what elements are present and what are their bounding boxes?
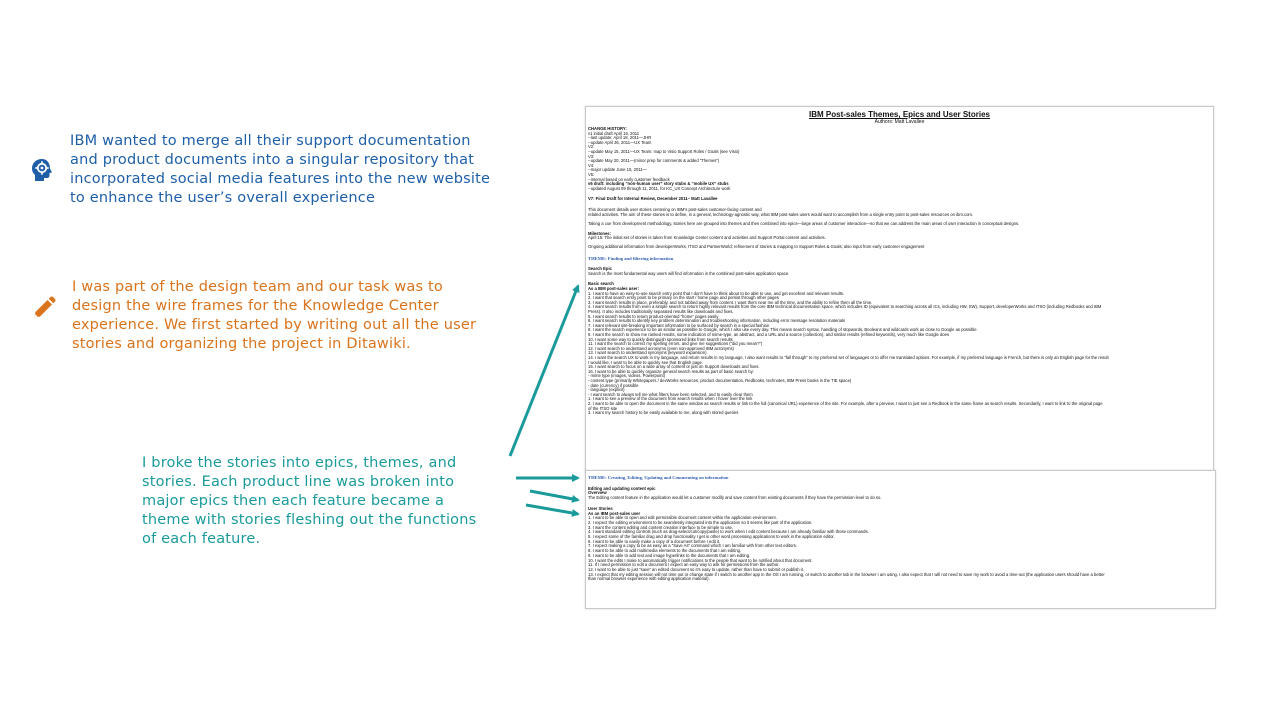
document-line: 12. I want search to understand acronyms (even non-approved IBM acronyms) [588, 345, 734, 351]
arrow-to-search-epic [510, 286, 578, 456]
document-line: --update April 26, 2011—UX Team [588, 139, 652, 145]
document-line: 4. I want standard editing controls (such as drag-select/cut/copy/paste) to work when I edit content because I am already familiar with those commands. [588, 529, 869, 535]
document-line: Basic search [588, 281, 614, 287]
text-line: design the wire frames for the Knowledge Center [72, 298, 439, 314]
document-line: I would like, I want to be able to quickly see that English page. [588, 359, 703, 365]
design-team-paragraph [72, 278, 502, 354]
document-line: - mime type (images, videos, Powerpoint) [588, 373, 666, 379]
document-line: - content type (primarily Whitepapers / devWorks resources, product documentation, Redbooks, technotes, IBM Press books in the TIE space) [588, 378, 852, 383]
user-stories-document-page-1 [585, 106, 1214, 474]
document-line: 15. I want search to focus on a wide array of content or just on Support downloads and fixes. [588, 364, 760, 370]
document-line: --major update June 15, 2011— [588, 167, 647, 173]
document-line: V5: [588, 172, 595, 177]
document-line: 14. I want the search UX to work in my language, and return results in my language, I also want results to “fall through” to my preferred set of languages or to offer me translated options. For example, if my preferred language is French, but there is only an English page for the result [588, 355, 1109, 360]
document-authors: Authors: Matt Lavallee [874, 119, 925, 125]
document-line: Search Epic [588, 266, 612, 272]
arrow-to-stories [526, 505, 578, 514]
document-line: Ongoing additional information from developerWorks, ITSO and PartnerWorld; refinement of stories & mapping to Support Roles & Goals; also input from early customer engagement [588, 244, 925, 249]
document-line: of the ITSO site [588, 405, 618, 411]
document-line: Search is the most fundamental way users will find information in the combined post-sales application space. [588, 270, 790, 276]
document-line: - language (explicit) [588, 387, 625, 393]
document-line: --updated August 09 through 11, 2011, for KC_UX Concept Architecture work [588, 185, 731, 191]
document-line: V3: [588, 153, 595, 159]
user-stories-document-page-2 [585, 470, 1216, 609]
text-line: IBM wanted to merge all their support documentation [70, 133, 471, 149]
document-line: V4: [588, 162, 595, 168]
document-line: 7. I expect making a copy to be as easy as a “Save As” command which I am familiar with from other text editors. [588, 543, 797, 549]
document-line: v1 initial draft April 15, 2011 [588, 130, 640, 136]
document-line: 8. I want the search experience to be as similar as possible to Google, which I also use every day. This means search syntax, handling of stopwords, Booleans and wildcards work as close to Google as possible [588, 327, 977, 333]
document-line: April 15: The initial set of stories is taken from Knowledge Center content and activities and Support Portal content and activities. [588, 235, 826, 241]
text-line: experience. We first started by writing out all the user [72, 317, 477, 333]
document-line: Overview [588, 490, 607, 496]
document-line: 6. I want to be able to easily make a copy of a document before I edit it. [588, 538, 721, 544]
document-line: THEME: Finding and filtering information [588, 255, 674, 261]
document-line: 10. I want some way to quickly distinguish sponsored links from search results [588, 336, 733, 342]
document-line: THEME: Creating, Editing, Updating and Commenting on information [588, 475, 729, 480]
document-line: 2. I want that search entry point to be primary on the start / home page and persist through other pages [588, 295, 779, 301]
document-line: Editing and updating content epic [588, 485, 656, 491]
document-line: This document details user stories centering on IBM’s post-sales customer-facing content and [588, 207, 762, 212]
text-line: stories. Each product line was broken into [142, 474, 455, 490]
text-line: major epics then each feature became a [142, 493, 445, 509]
document-line: --internal based on early customer feedback [588, 176, 670, 182]
document-line: related activities. The aim of these stories is to define, in a general, technology-agnostic way, what IBM post-sales users would want to accomplish from a single entry point to post-sales resources on ibm.com. [588, 211, 974, 217]
document-line: Milestones: [588, 230, 612, 236]
document-line: V2: [588, 144, 595, 150]
document-line: --last update: April 18, 2011—JHR [588, 135, 652, 141]
document-line: 11. I want the search to correct my spelling errors, and give me suggestions (“did you mean?”) [588, 341, 763, 347]
document-line: 8. I want to be able to add multimedia elements to the documents that I am editing. [588, 548, 742, 554]
arrow-to-epic [530, 491, 578, 500]
document-line: 5. I want search results to return product-oriented “home” pages easily [588, 313, 719, 319]
document-line: 9. I want the search to show me ranked results, some indication of mime-type, an abstract, and a URL and a source (collection), and similar results (refined keywords), very much like Google does [588, 332, 950, 337]
document-line: than normal browser experience with editing application material). [588, 576, 710, 582]
text-line: theme with stories fleshing out the functions [142, 512, 477, 528]
document-line: 3. I want search results in place, preferably, and not tabbed away from content. I want them near me all the time, and the ability to refine them all the time. [588, 299, 873, 305]
text-line: I broke the stories into epics, themes, and [142, 455, 457, 471]
text-line: to enhance the user’s overall experience [70, 190, 376, 206]
text-line: and product documents into a singular repository that [70, 152, 475, 168]
document-line: 1. I want to see a preview of the document from search results when I hover over the link [588, 396, 753, 402]
document-line: 10. I want the edits I make to automatically trigger notifications to the people that want to be notified about that document. [588, 557, 813, 563]
document-line: 11. If I need permission to edit a document I expect an easy way to ask for permissions from the author. [588, 562, 780, 568]
document-line: CHANGE HISTORY: [588, 126, 627, 131]
head-gear-icon [29, 157, 55, 183]
document-line: Taking a cue from development methodology, stories here are grouped into themes and then combined into epics—large areas of customer interaction—so that we can address the main areas of user interaction in conceptual designs. [588, 221, 1020, 227]
text-line: I was part of the design team and our task was to [72, 279, 443, 295]
document-line: User Stories [588, 505, 613, 511]
document-line: 13. I expect that my editing session will not time out or change state if I switch to another app in the OS I am running, or switch to another tab in the browser I am using. I also expect that I will not need to save my work to avoid a time-out (the application users should have a better [588, 571, 1105, 577]
document-line: 7. I want relevant site-breaking important information to be surfaced by search in a special fashion [588, 322, 770, 328]
document-line: 13. I want search to understand synonyms (keyword expansion) [588, 350, 707, 356]
text-line: of each feature. [142, 531, 261, 547]
pencil-icon [30, 296, 56, 322]
document-line: --update May 20, 2011—(minor prep for comments & added “Themes”) [588, 158, 720, 164]
document-line: As a IBM post-sales user: [588, 286, 639, 291]
document-line: 16. I want to be able to quickly organize general search results as part of basic search by: [588, 368, 754, 374]
document-title: IBM Post-sales Themes, Epics and User Stories [809, 110, 990, 119]
text-line: incorporated social media features into the new website [70, 171, 491, 187]
document-line: The Editing content feature in the application would let a customer modify and save content from existing documents if they have the permission level to do so. [588, 495, 882, 501]
document-line: 3. I want my search history to be easily available to me, along with stored queries [588, 410, 739, 416]
document-line: - I want search to always tell me what filters have been selected, and to easily clear them [588, 391, 753, 397]
document-line: v6 draft: including “non-human user” story stubs & “mobile UX” stubs [588, 181, 729, 187]
epics-paragraph [142, 454, 502, 549]
document-line: 1. I want to be able to open and edit permissible document content within the application environment. [588, 515, 777, 521]
text-line: stories and organizing the project in Ditawiki. [72, 336, 411, 352]
document-line: 1. I want to have an easy-to-use search entry point that I don't have to think about to be able to use, and get excellent and relevant results. [588, 290, 845, 296]
document-line: 2. I want to be able to open the document in the same window as search results or link to the full (canonical URL) experience of the site. For example, after a preview, I want to just see a Redbook in the same frame as search results. Secondarily, I want to link to the original page [588, 401, 1103, 406]
document-line: 4. I want search results from even a simple search to return highly relevant results from the core IBM technical documentation space, which includes ID (equivalent to searching across all ICs, including HW, SW), Support, developerWorks and ITSO (including Redbooks and IBM [588, 304, 1102, 310]
document-line: --update May 15, 2011—UX Team: map to Visio Support Roles / Goals (see Visio) [588, 149, 740, 154]
document-line: As an IBM post-sales user [588, 510, 641, 516]
document-line: 5. I expect some of the familiar drag and drop functionality I get in other word processing applications to work in the application editor. [588, 534, 835, 539]
document-line: 2. I expect the editing environment to be seamlessly integrated into the application so it seems like part of the application. [588, 519, 813, 525]
document-line: 6. I want search results to identify key problem determination and troubleshooting information, including error message resolution materials [588, 318, 845, 324]
document-line: 3. I want the content editing and content creation interface to be simple to use. [588, 524, 734, 530]
document-line: 12. I want to be able to just “save” an edited document so it’s easy to update, rather than have to submit or publish it. [588, 566, 804, 572]
document-line: 9. I want to be able to add text and image hyperlinks to the documents that I am editing. [588, 552, 751, 558]
document-line: Press). It also includes traditionally separated results like downloads and fixes. [588, 309, 734, 314]
document-line: - date (currency) if possible [588, 382, 639, 388]
document-line: V7: Final Draft for Internal Review, December 2011– Matt Lavallee [588, 196, 718, 202]
intro-paragraph [70, 132, 500, 208]
